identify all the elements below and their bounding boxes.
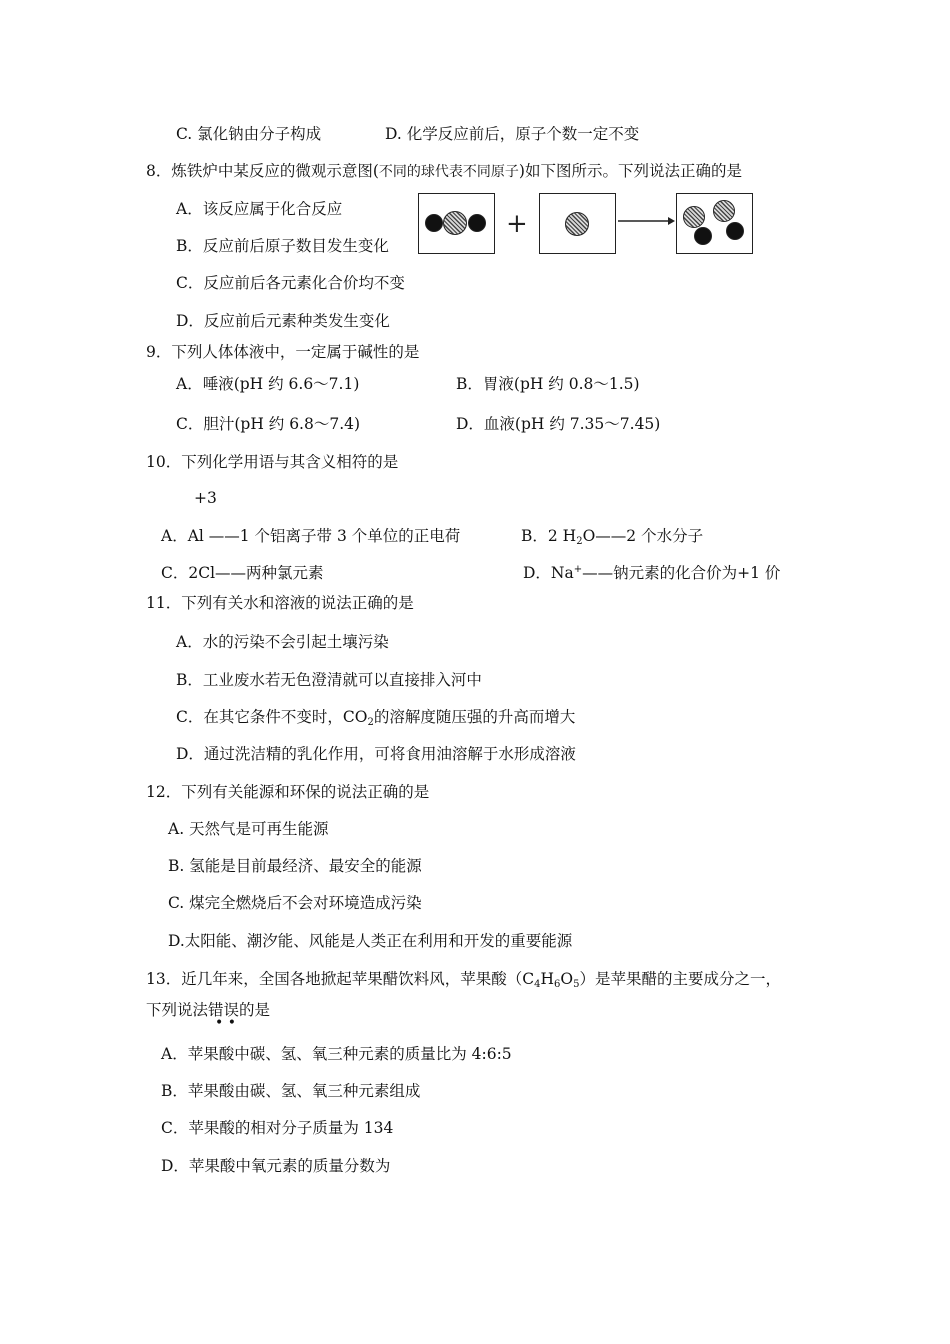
- q8-option-b: B．反应前后原子数目发生变化: [176, 237, 389, 255]
- q13-subscript: 5: [573, 979, 580, 990]
- q13-option-d: D．苹果酸中氧元素的质量分数为: [161, 1157, 391, 1175]
- reactant-box-1: [418, 193, 495, 254]
- q10-option-a: A．Al ——1 个铝离子带 3 个单位的正电荷: [161, 527, 461, 545]
- q10-b-subscript: 2: [576, 536, 583, 547]
- q13-option-b: B．苹果酸由碳、氢、氧三种元素组成: [161, 1082, 421, 1100]
- emphasis-dots: • •: [215, 1015, 236, 1031]
- q12-option-a: A. 天然气是可再生能源: [168, 820, 329, 838]
- q13-formula-text: O: [560, 970, 574, 988]
- q10-option-b: [521, 526, 703, 546]
- q10-b-text: B．2 H: [521, 527, 577, 545]
- q8-option-c: C．反应前后各元素化合价均不变: [176, 274, 405, 292]
- q13-formula-text: H: [540, 970, 554, 988]
- q13-subscript: 4: [534, 979, 541, 990]
- q8-option-d: D．反应前后元素种类发生变化: [176, 312, 390, 330]
- q12-option-c: C. 煤完全燃烧后不会对环境造成污染: [168, 894, 422, 912]
- q13-option-c: C．苹果酸的相对分子质量为 134: [161, 1119, 394, 1137]
- dark-atom: [468, 214, 486, 232]
- hatched-atom: [713, 200, 735, 222]
- q10-d-text: ——钠元素的化合价为+1 价: [582, 564, 781, 582]
- product-box: [676, 193, 753, 254]
- q11-option-b: B．工业废水若无色澄清就可以直接排入河中: [176, 671, 482, 689]
- dark-atom: [726, 222, 744, 240]
- q13-stem-line2: 下列说法错误的是: [146, 1001, 271, 1019]
- q10-option-d: [523, 563, 780, 583]
- q13-stem-text: 13．近几年来，全国各地掀起苹果醋饮料风，苹果酸（C: [146, 970, 535, 988]
- q12-stem: 12．下列有关能源和环保的说法正确的是: [146, 783, 430, 801]
- q11-option-d: D．通过洗洁精的乳化作用，可将食用油溶解于水形成溶液: [176, 745, 576, 763]
- q8-stem: [146, 161, 742, 182]
- q8-stem-note: 不同的球代表不同原子: [378, 164, 519, 180]
- hatched-atom: [683, 206, 705, 228]
- q9-option-d: D．血液(pH 约 7.35～7.45): [456, 415, 661, 433]
- q10-option-c: C．2Cl——两种氯元素: [161, 564, 324, 582]
- q10-stem: 10．下列化学用语与其含义相符的是: [146, 453, 399, 471]
- q11-option-c: [176, 707, 575, 727]
- q10-charge-label: +3: [194, 489, 217, 507]
- q12-option-d: D.太阳能、潮汐能、风能是人类正在利用和开发的重要能源: [168, 932, 573, 950]
- q11-c-subscript: 2: [367, 717, 374, 728]
- q13-stem: [146, 969, 781, 989]
- reaction-arrow: [616, 214, 676, 228]
- q9-stem: 9．下列人体体液中，一定属于碱性的是: [146, 343, 420, 361]
- q10-d-text: D．Na: [523, 564, 574, 582]
- dark-atom: [694, 227, 712, 245]
- q12-option-b: B. 氢能是目前最经济、最安全的能源: [168, 857, 422, 875]
- q9-option-a: A．唾液(pH 约 6.6～7.1): [176, 375, 360, 393]
- q11-stem: 11．下列有关水和溶液的说法正确的是: [146, 594, 414, 612]
- q13-option-a: A．苹果酸中碳、氢、氧三种元素的质量比为 4:6:5: [161, 1045, 512, 1063]
- q11-option-a: A．水的污染不会引起土壤污染: [176, 633, 389, 651]
- q11-c-text: 的溶解度随压强的升高而增大: [373, 708, 576, 726]
- q7-option-d: D. 化学反应前后，原子个数一定不变: [385, 125, 640, 143]
- q10-d-superscript: +: [573, 564, 583, 575]
- q8-stem-part2: )如下图所示。下列说法正确的是: [518, 162, 742, 180]
- hatched-atom: [565, 212, 589, 236]
- q9-option-c: C．胆汁(pH 约 6.8～7.4): [176, 415, 361, 433]
- q7-option-c: C. 氯化钠由分子构成: [176, 125, 322, 143]
- q9-option-b: B．胃液(pH 约 0.8～1.5): [456, 375, 640, 393]
- q10-b-text: O——2 个水分子: [582, 527, 704, 545]
- q11-c-text: C．在其它条件不变时，CO: [176, 708, 368, 726]
- reactant-box-2: [539, 193, 616, 254]
- q8-option-a: A．该反应属于化合反应: [176, 200, 343, 218]
- q13-subscript: 6: [554, 979, 561, 990]
- hatched-atom: [443, 211, 467, 235]
- dark-atom: [425, 214, 443, 232]
- q13-stem-text: ）是苹果醋的主要成分之一，: [579, 970, 781, 988]
- plus-sign: +: [506, 209, 528, 239]
- q8-stem-part1: 8．炼铁炉中某反应的微观示意图(: [146, 162, 379, 180]
